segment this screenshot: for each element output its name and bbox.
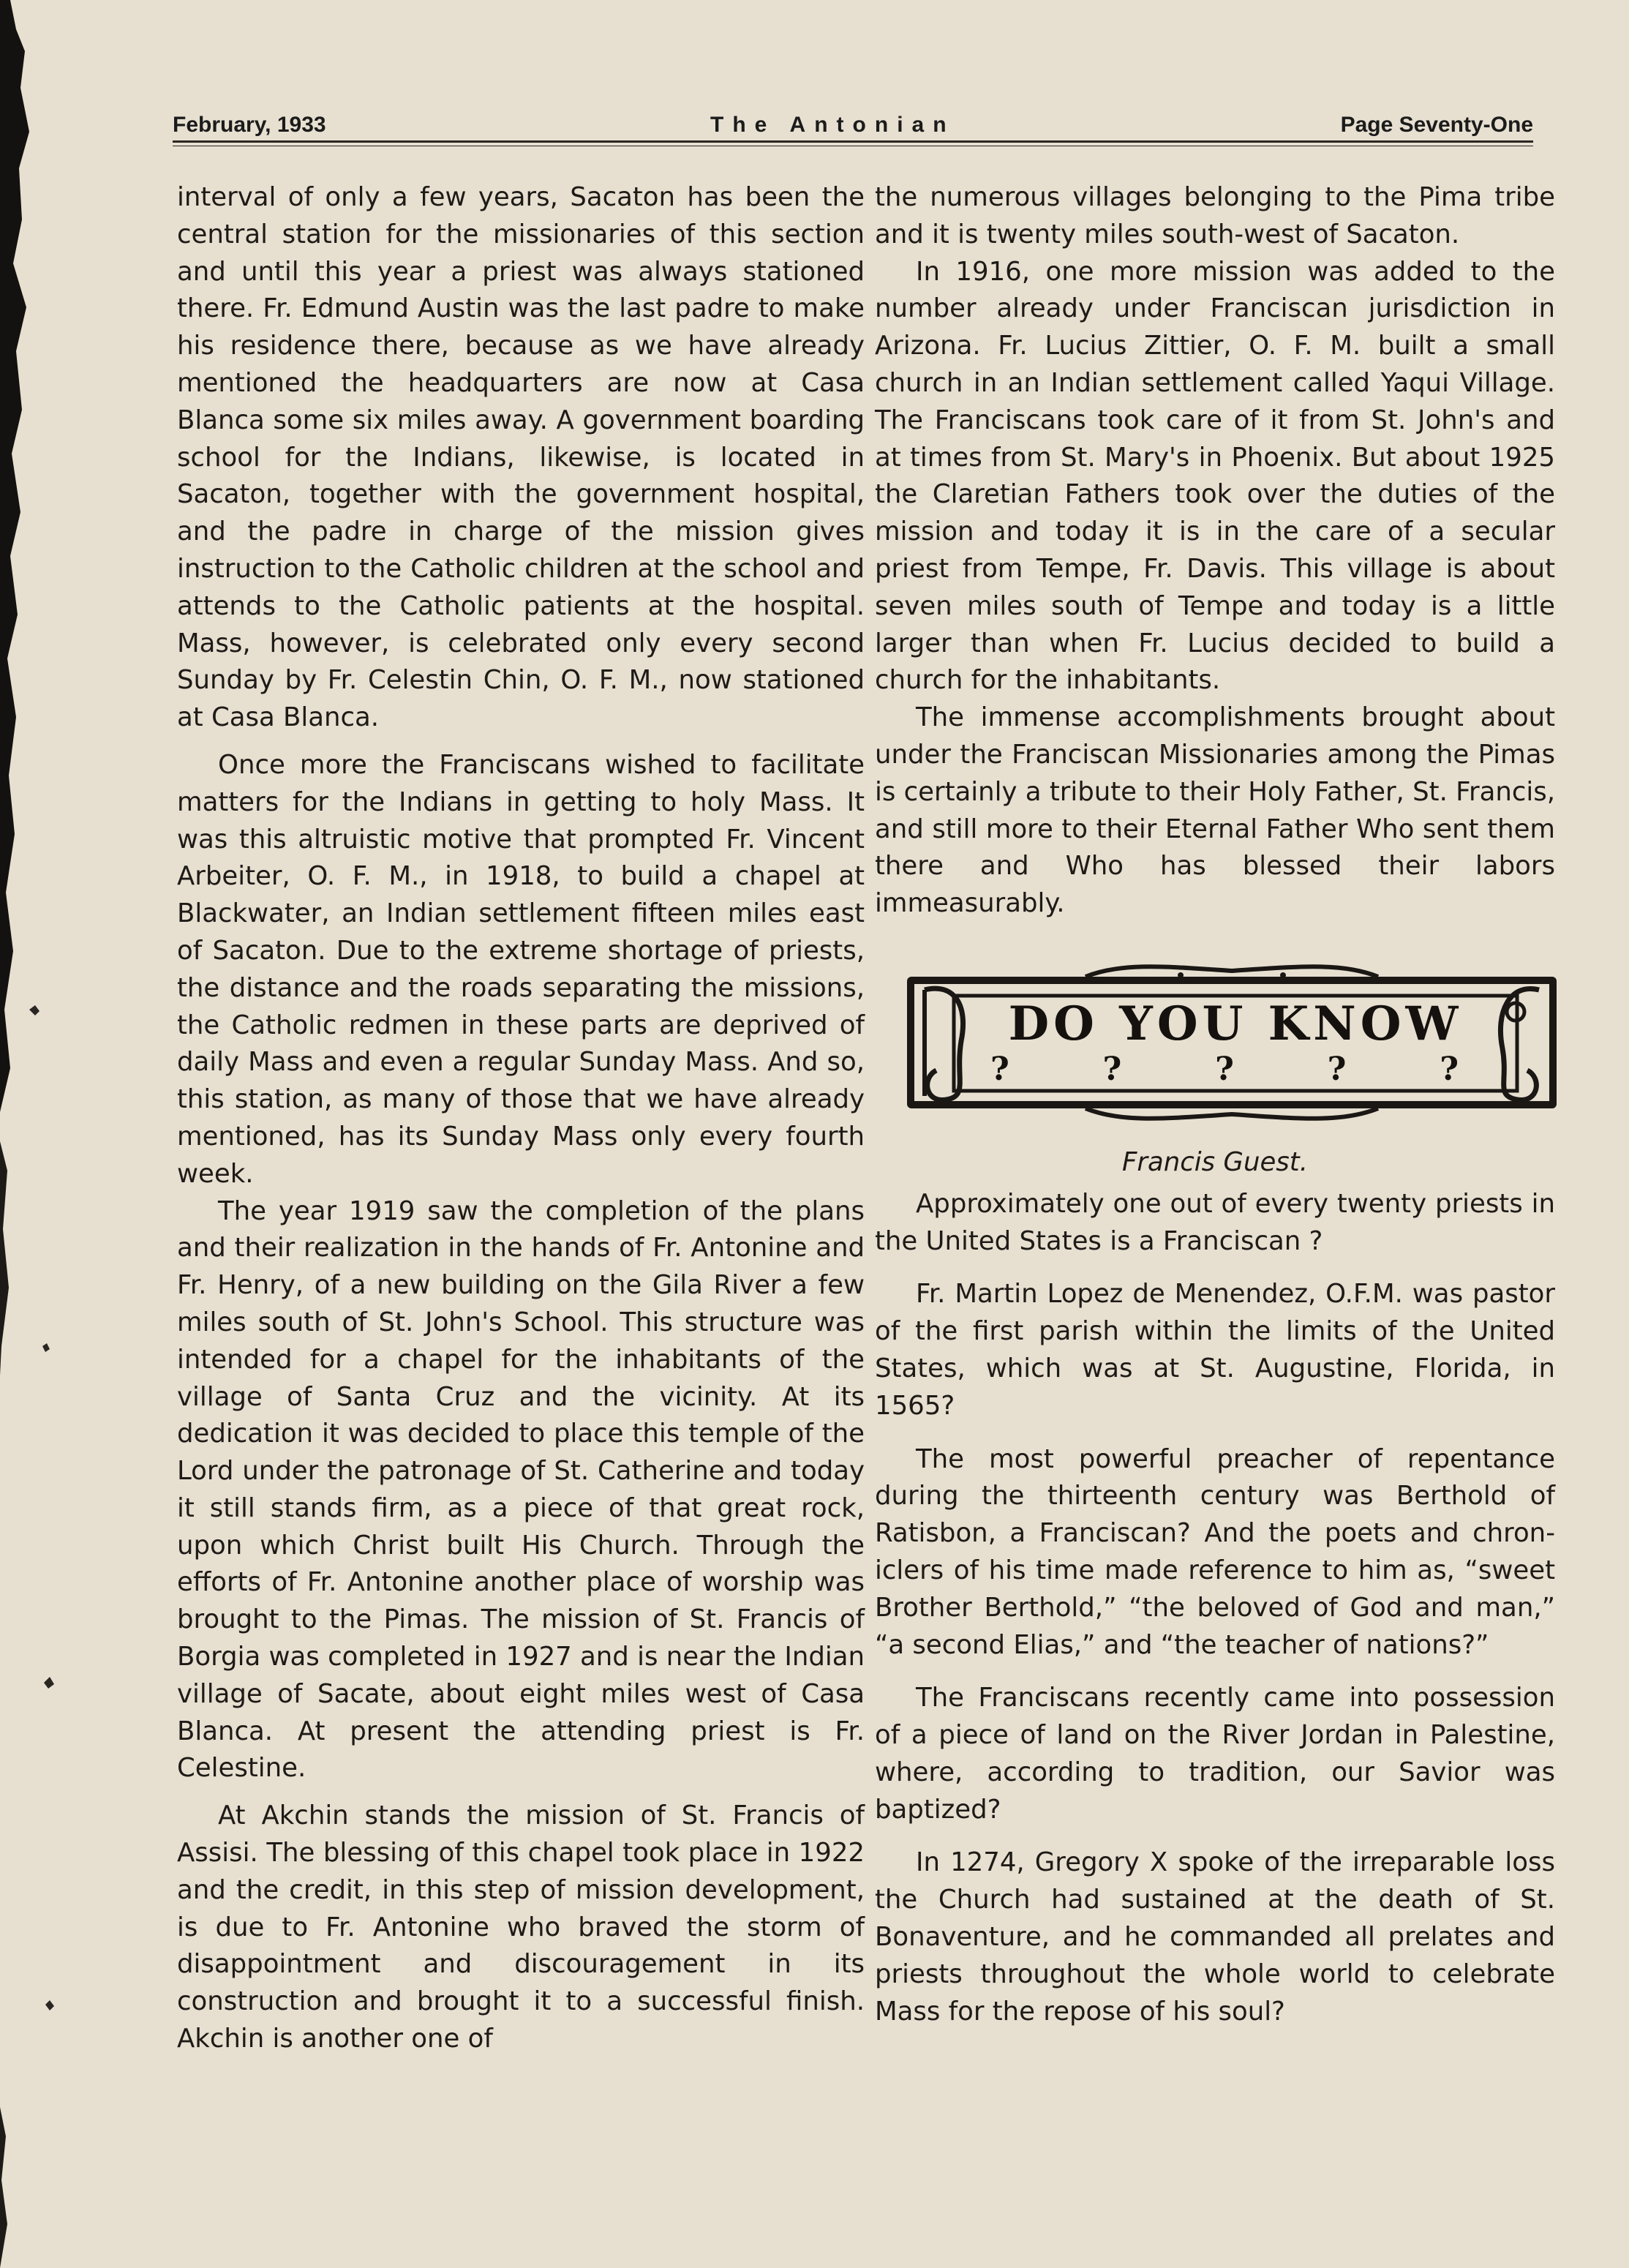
question-mark: ? (1215, 1050, 1234, 1088)
article-paragraph: The year 1919 saw the completion of the plans and their realization in the hands of Fr. Antonine and Fr. Henry, of a new building on the Gila River a few miles south of St. John's School. This structure was intended for a chapel for the inhabitants of the village of Santa Cruz and the vicinity. At its dedication it was decided to place this temple of the Lord under the patronage of St. Catherine and today it still stands firm, as a piece of that great rock, upon which Christ built His Church. Through the efforts of Fr. Antonine another place of worship was brought to the Pimas. The mission of St. Francis of Borgia was completed in 1927 and is near the Indian village of Sacate, about eight miles west of Casa Blanca. At present the attending priest is Fr. Celestine. (177, 1195, 865, 1784)
trivia-item: The most powerful preacher of repentance during the thirteenth century was Berthold of Ratisbon, a Franciscan? And the poets and chroniclers of his time made reference to him as, “sweet Brother Berthold,” “the beloved of God and man,” “a second Elias,” and “the teacher of nations?” (875, 1443, 1555, 1660)
publication-title: The Antonian (710, 113, 955, 137)
banner-text: DO YOU KNOW (1008, 996, 1463, 1051)
torn-page-edge (0, 0, 66, 2268)
question-mark: ? (1102, 1050, 1122, 1088)
article-paragraph: At Akchin stands the mission of St. Francis of Assisi. The blessing of this chapel took place in 1922 and the credit, in this step of mission development, is due to Fr. Antonine who braved the storm of disappointment and discouragement in its construction and brought it to a successful finish. Akchin is another one of (177, 1800, 865, 2054)
author-byline: Francis Guest. (1122, 1146, 1308, 1177)
article-paragraph: the numerous villages belonging to the Pima tribe and it is twenty miles south-west of Sacaton. (875, 182, 1555, 249)
article-paragraph: The immense accomplishments brought about under the Franciscan Missionaries among the Pimas is certainly a tribute to their Holy Father, St. Francis, and still more to their Eternal Father Who sent them there and Who has blessed their labors immeasurably. (875, 702, 1555, 919)
trivia-item: The Franciscans recently came into possession of a piece of land on the River Jordan in Palestine, where, according to tradition, our Savior was baptized? (875, 1683, 1555, 1825)
article-paragraph: Once more the Franciscans wished to facilitate matters for the Indians in getting to holy Mass. It was this altruistic motive that prompted Fr. Vincent Arbeiter, O. F. M., in 1918, to build a chapel at Blackwater, an Indian settlement fifteen miles east of Sacaton. Due to the extreme shortage of priests, the distance and the roads separating the missions, the Catholic redmen in these parts are deprived of daily Mass and even a regular Sunday Mass. And so, this station, as many of those that we have already mentioned, has its Sunday Mass only every fourth week. (177, 749, 865, 1189)
running-header (173, 110, 1533, 146)
do-you-know-banner (903, 961, 1561, 1125)
question-mark: ? (1440, 1050, 1459, 1088)
left-column (177, 179, 865, 2058)
right-column (875, 179, 1555, 2030)
question-mark: ? (990, 1050, 1009, 1088)
header-rule (173, 140, 1533, 143)
trivia-item: In 1274, Gregory X spoke of the irreparable loss the Church had sustained at the death of St. Bonaventure, and he commanded all prelates and priests throughout the whole world to celebrate Mass for the repose of his soul? (875, 1847, 1555, 2027)
question-mark: ? (1327, 1050, 1347, 1088)
trivia-item: Approximately one out of every twenty priests in the United States is a Franciscan ? (875, 1188, 1555, 1256)
article-paragraph: In 1916, one more mission was added to the number already under Franciscan jurisdiction in Arizona. Fr. Lucius Zittier, O. F. M. built a small church in an Indian settlement called Yaqui Village. The Franciscans took care of it from St. John's and at times from St. Mary's in Phoenix. But about 1925 the Claretian Fathers took over the duties of the mission and today it is in the care of a secular priest from Tempe, Fr. Davis. This village is about seven miles south of Tempe and today is a little larger than when Fr. Lucius decided to build a church for the inhabitants. (875, 256, 1555, 696)
question-marks-row (990, 1051, 1459, 1089)
article-paragraph: interval of only a few years, Sacaton has been the central station for the missionaries of this section and until this year a priest was always stationed there. Fr. Edmund Austin was the last padre to make his residence there, because as we have already mentioned the headquarters are now at Casa Blanca some six miles away. A government boarding school for the Indians, likewise, is located in Sacaton, together with the government hospital, and the padre in charge of the mission gives instruction to the Catholic children at the school and attends to the Catholic patients at the hospital. Mass, however, is celebrated only every second Sunday by Fr. Celestin Chin, O. F. M., now stationed at Casa Blanca. (177, 182, 865, 733)
page-number: Page Seventy-One (1340, 113, 1533, 137)
issue-date: February, 1933 (173, 113, 326, 137)
trivia-item: Fr. Martin Lopez de Menendez, O.F.M. was pastor of the first parish within the limits of the United States, which was at St. Augustine, Florida, in 1565? (875, 1279, 1555, 1421)
